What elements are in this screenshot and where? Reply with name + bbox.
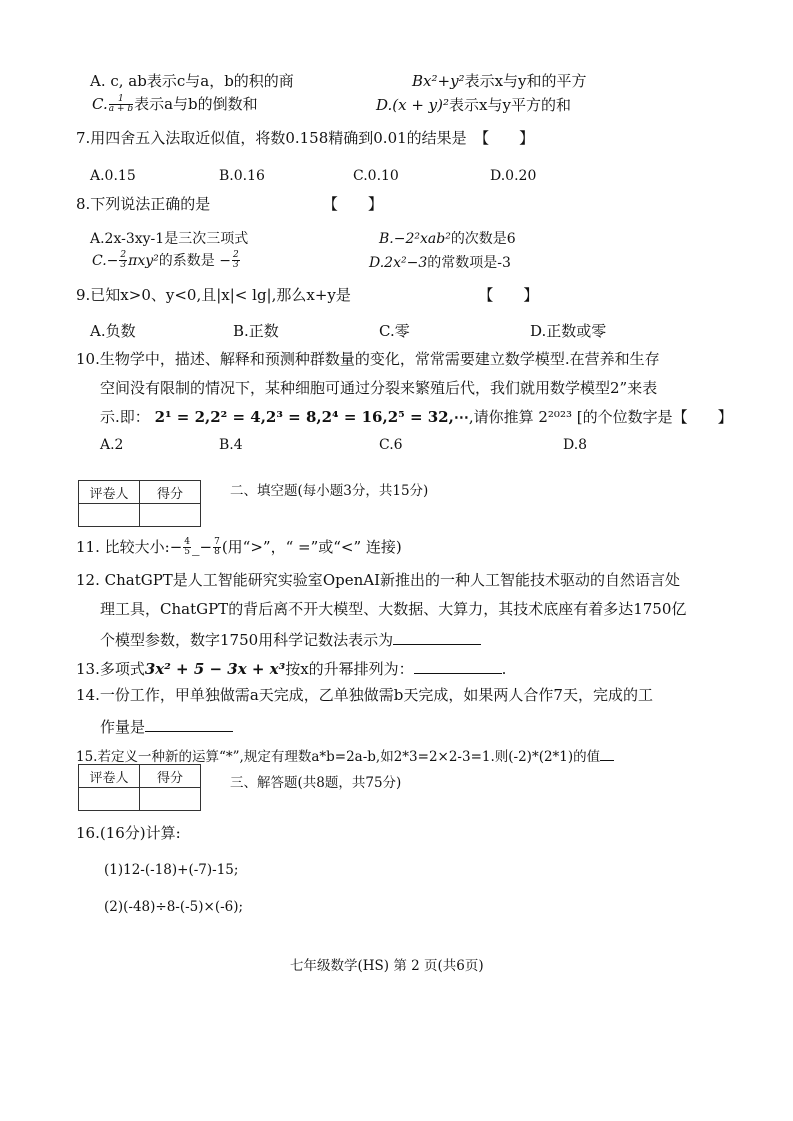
q11-prefix: 11. 比较大小: xyxy=(76,537,170,556)
score-table-score-cell xyxy=(140,504,201,527)
q7-option-c: C.0.10 xyxy=(353,168,399,184)
score-table-grader-header: 评卷人 xyxy=(79,765,140,788)
q13-prefix: 13.多项式 xyxy=(76,660,145,678)
q16-part-1: (1)12-(-18)+(-7)-15; xyxy=(104,862,239,878)
q7-option-a: A.0.15 xyxy=(90,168,136,184)
q7-option-b: B.0.16 xyxy=(219,168,265,184)
q6-option-c-prefix: C. xyxy=(92,94,108,113)
section-2-title: 二、填空题(每小题3分，共15分) xyxy=(230,483,429,499)
q6-option-d xyxy=(376,98,571,113)
q9-option-c: C.零 xyxy=(379,322,410,340)
q6-option-a: A. c, ab表示c与a，b的积的商 xyxy=(90,72,294,90)
q13: 13.多项式3x² + 5 − 3x + x³按x的升幂排列为： . xyxy=(76,660,507,678)
q6-option-c-text: 表示a与b的倒数和 xyxy=(134,94,258,113)
q13-math: 3x² + 5 − 3x + x³ xyxy=(144,660,286,678)
q11-text: (用“>”，“ =”或“<” 连接) xyxy=(221,537,402,556)
q16-part-2: (2)(-48)÷8-(-5)×(-6); xyxy=(104,899,244,915)
score-table-grader-header: 评卷人 xyxy=(79,481,140,504)
q10-line-3-prefix: 示.即： xyxy=(100,408,150,426)
q8-option-c-fraction: $\frac{2}{3}$ xyxy=(120,250,127,271)
q8-stem: 8.下列说法正确的是 【 】 xyxy=(76,195,383,213)
q11-fraction-a: $\frac{4}{5}$ xyxy=(184,537,190,558)
q6-option-b-math: Bx²+y² xyxy=(412,72,465,90)
q11-fraction-b: $\frac{7}{8}$ xyxy=(214,537,220,558)
q6-option-c xyxy=(92,95,258,115)
q14-line-2 xyxy=(100,717,233,735)
q14-line-2-text: 作量是 xyxy=(100,718,146,736)
q8-option-c-prefix: C.− xyxy=(92,252,119,269)
q11: 11. 比较大小:− $\frac{4}{5}$ _− $\frac{7}{8}$ (用“>”，“ =”或“<” 连接) xyxy=(76,537,402,558)
q12-line-1: 12. ChatGPT是人工智能研究实验室OpenAI新推出的一种人工智能技术驱动的自然语言处 xyxy=(76,571,681,589)
q10-option-a: A.2 xyxy=(100,437,124,453)
q9-stem: 9.已知x>0、y<0,且|x|< lg|,那么x+y是 【 】 xyxy=(76,286,539,304)
score-table-score-header: 得分 xyxy=(140,765,201,788)
q8-option-b-text: 的次数是6 xyxy=(450,231,516,247)
q10-option-b: B.4 xyxy=(219,437,243,453)
score-table-section-3 xyxy=(78,764,201,811)
q12-answer-blank[interactable] xyxy=(393,630,481,645)
q8-option-c-text: 的系数是 − xyxy=(158,252,231,269)
q10-line-2: 空间没有限制的情况下，某种细胞可通过分裂来繁殖后代，我们就用数学模型2”来表 xyxy=(100,379,658,397)
q11-blank[interactable]: _ xyxy=(192,537,200,556)
q14-answer-blank[interactable] xyxy=(145,717,233,732)
q10-line-1: 10.生物学中，描述、解释和预测种群数量的变化，常常需要建立数学模型.在营养和生存 xyxy=(76,350,660,368)
q16-stem: 16.(16分)计算: xyxy=(76,824,181,842)
q8-option-b xyxy=(379,232,516,246)
q9-option-d: D.正数或零 xyxy=(530,322,607,340)
q13-answer-blank[interactable] xyxy=(414,659,502,674)
score-table-grader-cell xyxy=(79,788,140,811)
q10-option-c: C.6 xyxy=(379,437,403,453)
q15-stem: 15.若定义一种新的运算“*”,规定有理数a*b=2a-b,如2*3=2×2-3=1.则(-2)*(2*1)的值 xyxy=(76,749,601,765)
q8-option-c xyxy=(92,251,241,271)
q6-option-b xyxy=(412,74,587,89)
q6-option-d-text: 表示x与y平方的和 xyxy=(449,96,571,114)
q10-line-3-text: ,请你推算 2²⁰²³ [的个位数字是【 】 xyxy=(468,408,733,426)
q10-line-3 xyxy=(100,410,733,425)
q7-stem: 7.用四舍五入法取近似值，将数0.158精确到0.01的结果是 【 】 xyxy=(76,129,535,147)
score-table-grader-cell xyxy=(79,504,140,527)
q8-option-c-math: πxy² xyxy=(128,252,159,269)
score-table-section-2 xyxy=(78,480,201,527)
q9-option-a: A.负数 xyxy=(90,322,136,340)
q12-line-3 xyxy=(100,630,481,648)
q12-line-3-text: 个模型参数，数字1750用科学记数法表示为 xyxy=(100,631,394,649)
q15 xyxy=(76,746,614,765)
page-footer: 七年级数学(HS) 第 2 页(共6页) xyxy=(290,958,484,974)
score-table-score-cell xyxy=(140,788,201,811)
q10-line-3-math: 2¹ = 2,2² = 4,2³ = 8,2⁴ = 16,2⁵ = 32,⋯ xyxy=(154,408,469,426)
q15-answer-blank[interactable] xyxy=(600,746,614,761)
score-table-score-header: 得分 xyxy=(140,481,201,504)
q6-option-c-fraction: $\frac{1}{a + b}$ xyxy=(108,94,134,115)
section-3-title: 三、解答题(共8题，共75分) xyxy=(230,775,402,791)
q7-option-d: D.0.20 xyxy=(490,168,537,184)
q8-option-d-math: D.2x²−3 xyxy=(369,255,428,271)
q6-option-d-math: D.(x + y)² xyxy=(376,96,450,114)
q9-option-b: B.正数 xyxy=(233,322,279,340)
q8-option-b-math: B.−2²xab² xyxy=(379,231,451,247)
q8-option-d-text: 的常数项是-3 xyxy=(427,255,511,271)
q8-option-c-answer-fraction: $\frac{2}{3}$ xyxy=(232,250,239,271)
q12-line-2: 理工具，ChatGPT的背后离不开大模型、大数据、大算力，其技术底座有着多达1750亿 xyxy=(100,600,687,618)
q14-line-1: 14.一份工作，甲单独做需a天完成，乙单独做需b天完成，如果两人合作7天，完成的工 xyxy=(76,686,653,704)
q13-text: 按x的升幂排列为： xyxy=(285,660,414,678)
q6-option-b-text: 表示x与y和的平方 xyxy=(464,72,587,90)
q8-option-a: A.2x-3xy-1是三次三项式 xyxy=(90,231,249,247)
q8-option-d xyxy=(369,256,511,270)
q10-option-d: D.8 xyxy=(563,437,588,453)
